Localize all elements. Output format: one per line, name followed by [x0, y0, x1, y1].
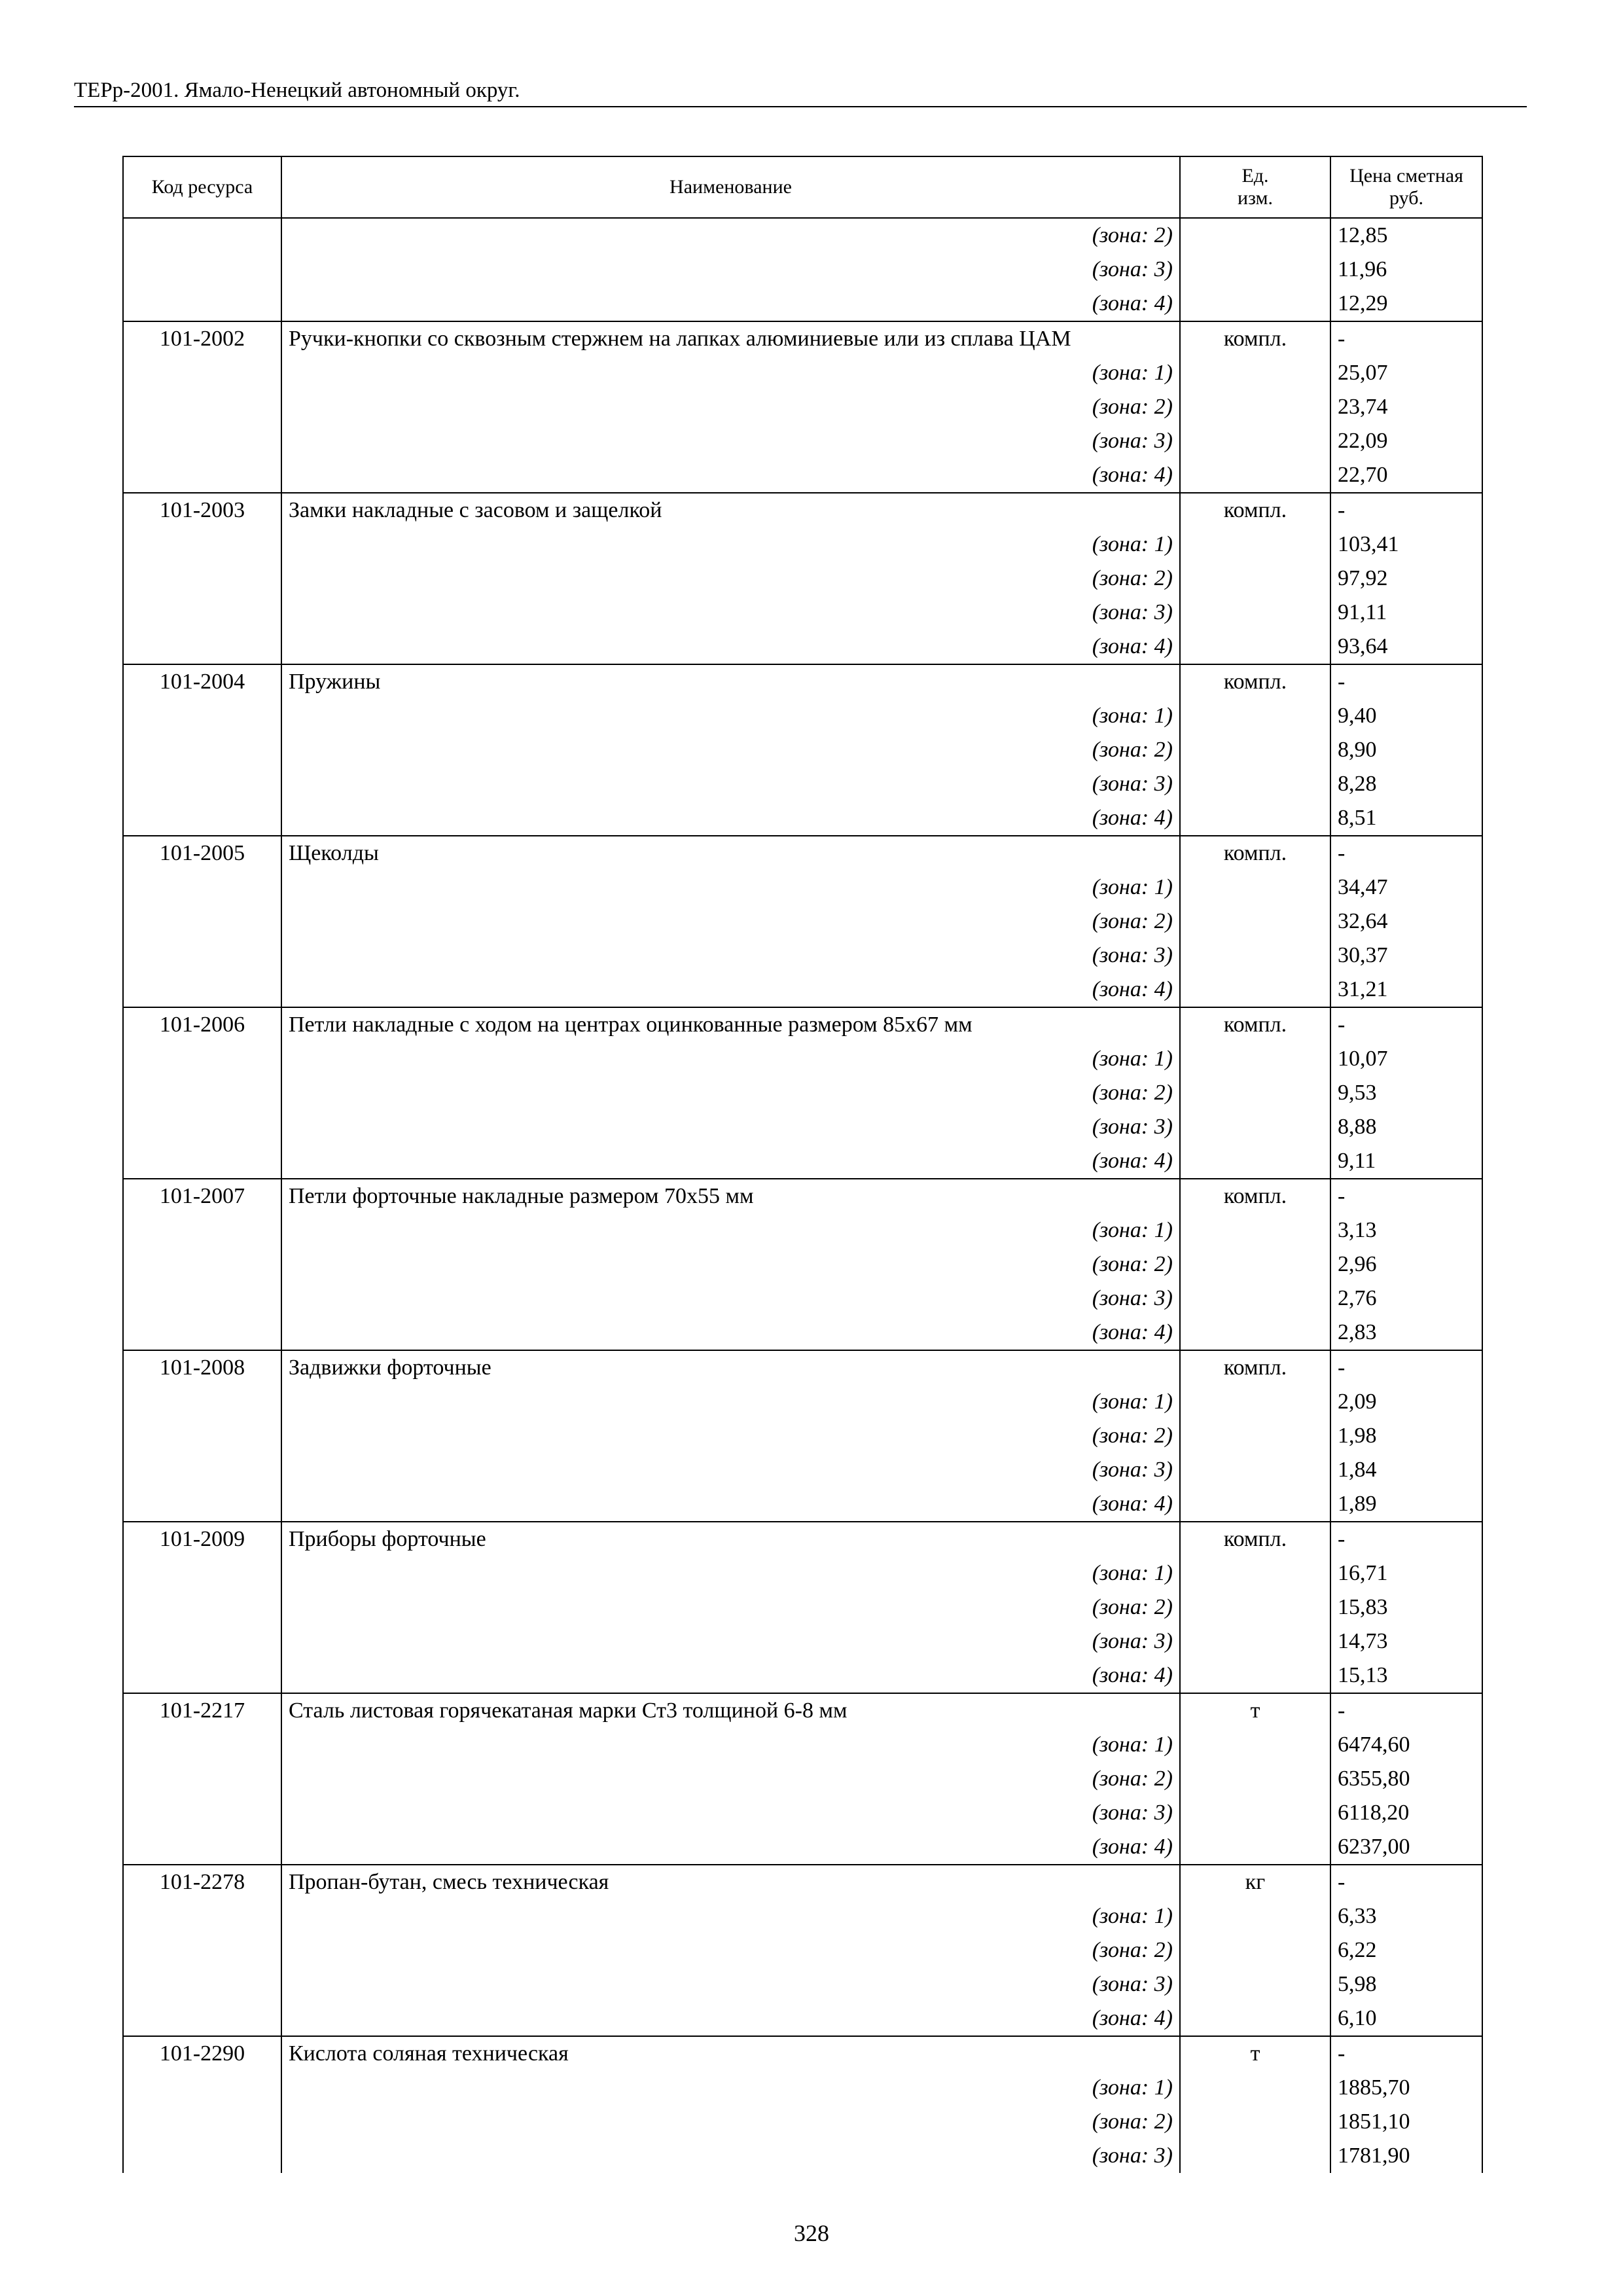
- zone-row: [123, 1247, 1482, 1282]
- column-header-price: Цена сметная руб.: [1330, 156, 1482, 218]
- zone-code-cell: [123, 1144, 281, 1179]
- resource-code: 101-2003: [123, 493, 281, 528]
- resource-name: Петли накладные с ходом на центрах оцинкованные размером 85x67 мм: [281, 1007, 1180, 1042]
- zone-price: 1,89: [1330, 1487, 1482, 1522]
- column-header-code: Код ресурса: [123, 156, 281, 218]
- zone-code-cell: [123, 2139, 281, 2173]
- zone-unit-cell: [1180, 1247, 1330, 1282]
- zone-label: (зона: 4): [281, 630, 1180, 664]
- document-title: ТЕРр-2001. Ямало-Ненецкий автономный округ.: [74, 79, 520, 102]
- zone-label: (зона: 1): [281, 356, 1180, 390]
- zone-label: (зона: 3): [281, 767, 1180, 801]
- zone-row: [123, 1144, 1482, 1179]
- zone-code-cell: [123, 596, 281, 630]
- zone-unit-cell: [1180, 1933, 1330, 1967]
- resource-price: -: [1330, 1522, 1482, 1556]
- zone-row: [123, 390, 1482, 424]
- zone-price: 11,96: [1330, 253, 1482, 287]
- zone-label: (зона: 4): [281, 287, 1180, 321]
- zone-row: [123, 218, 1482, 253]
- resource-code: 101-2290: [123, 2036, 281, 2071]
- zone-unit-cell: [1180, 699, 1330, 733]
- zone-unit-cell: [1180, 253, 1330, 287]
- resource-price: -: [1330, 1865, 1482, 1899]
- zone-row: [123, 1967, 1482, 2001]
- zone-code-cell: [123, 905, 281, 939]
- resource-price-table-container: [122, 156, 1482, 2173]
- zone-price: 23,74: [1330, 390, 1482, 424]
- zone-label: (зона: 2): [281, 1590, 1180, 1624]
- zone-price: 6237,00: [1330, 1830, 1482, 1865]
- zone-price: 8,28: [1330, 767, 1482, 801]
- zone-row: [123, 596, 1482, 630]
- zone-label: (зона: 4): [281, 1830, 1180, 1865]
- resource-code: 101-2006: [123, 1007, 281, 1042]
- zone-row: [123, 733, 1482, 767]
- zone-label: (зона: 1): [281, 1385, 1180, 1419]
- zone-row: [123, 2001, 1482, 2036]
- zone-code-cell: [123, 390, 281, 424]
- zone-label: (зона: 1): [281, 1899, 1180, 1933]
- zone-unit-cell: [1180, 1659, 1330, 1693]
- zone-unit-cell: [1180, 1796, 1330, 1830]
- zone-price: 8,51: [1330, 801, 1482, 836]
- zone-unit-cell: [1180, 390, 1330, 424]
- zone-unit-cell: [1180, 1316, 1330, 1350]
- zone-price: 1781,90: [1330, 2139, 1482, 2173]
- zone-row: [123, 1282, 1482, 1316]
- resource-row: [123, 836, 1482, 870]
- zone-label: (зона: 4): [281, 2001, 1180, 2036]
- zone-code-cell: [123, 939, 281, 973]
- zone-label: (зона: 3): [281, 424, 1180, 458]
- zone-price: 12,85: [1330, 218, 1482, 253]
- resource-price: -: [1330, 664, 1482, 699]
- zone-label: (зона: 2): [281, 2105, 1180, 2139]
- resource-price: -: [1330, 493, 1482, 528]
- resource-name: Ручки-кнопки со сквозным стержнем на лапках алюминиевые или из сплава ЦАМ: [281, 321, 1180, 356]
- zone-price: 1,84: [1330, 1453, 1482, 1487]
- zone-row: [123, 424, 1482, 458]
- zone-unit-cell: [1180, 1556, 1330, 1590]
- zone-unit-cell: [1180, 458, 1330, 493]
- resource-price: -: [1330, 836, 1482, 870]
- zone-code-cell: [123, 1796, 281, 1830]
- zone-price: 3,13: [1330, 1213, 1482, 1247]
- zone-label: (зона: 2): [281, 733, 1180, 767]
- zone-unit-cell: [1180, 562, 1330, 596]
- resource-unit: компл.: [1180, 1522, 1330, 1556]
- resource-unit: компл.: [1180, 493, 1330, 528]
- zone-row: [123, 528, 1482, 562]
- zone-code-cell: [123, 1419, 281, 1453]
- zone-row: [123, 870, 1482, 905]
- resource-row: [123, 493, 1482, 528]
- zone-price: 15,13: [1330, 1659, 1482, 1693]
- zone-unit-cell: [1180, 1590, 1330, 1624]
- zone-label: (зона: 2): [281, 1419, 1180, 1453]
- resource-row: [123, 1350, 1482, 1385]
- zone-price: 6,10: [1330, 2001, 1482, 2036]
- zone-price: 8,88: [1330, 1110, 1482, 1144]
- zone-row: [123, 973, 1482, 1007]
- zone-unit-cell: [1180, 596, 1330, 630]
- zone-code-cell: [123, 767, 281, 801]
- resource-row: [123, 1007, 1482, 1042]
- resource-row: [123, 1522, 1482, 1556]
- resource-row: [123, 2036, 1482, 2071]
- zone-row: [123, 699, 1482, 733]
- zone-code-cell: [123, 2001, 281, 2036]
- resource-code: 101-2005: [123, 836, 281, 870]
- column-header-unit: Ед. изм.: [1180, 156, 1330, 218]
- zone-unit-cell: [1180, 2139, 1330, 2173]
- zone-code-cell: [123, 1728, 281, 1762]
- zone-unit-cell: [1180, 1624, 1330, 1659]
- zone-row: [123, 1830, 1482, 1865]
- zone-label: (зона: 2): [281, 390, 1180, 424]
- zone-price: 22,09: [1330, 424, 1482, 458]
- resource-price-table: [122, 156, 1483, 2173]
- zone-price: 31,21: [1330, 973, 1482, 1007]
- table-header-row: [123, 156, 1482, 218]
- resource-unit: компл.: [1180, 321, 1330, 356]
- zone-unit-cell: [1180, 870, 1330, 905]
- resource-code: 101-2217: [123, 1693, 281, 1728]
- zone-unit-cell: [1180, 2105, 1330, 2139]
- resource-unit: т: [1180, 2036, 1330, 2071]
- zone-row: [123, 356, 1482, 390]
- zone-unit-cell: [1180, 801, 1330, 836]
- resource-price: -: [1330, 1007, 1482, 1042]
- zone-code-cell: [123, 1110, 281, 1144]
- zone-code-cell: [123, 1967, 281, 2001]
- zone-code-cell: [123, 1762, 281, 1796]
- zone-code-cell: [123, 973, 281, 1007]
- zone-label: (зона: 3): [281, 1453, 1180, 1487]
- resource-row: [123, 664, 1482, 699]
- zone-label: (зона: 1): [281, 870, 1180, 905]
- resource-name: Сталь листовая горячекатаная марки Ст3 толщиной 6-8 мм: [281, 1693, 1180, 1728]
- zone-unit-cell: [1180, 1899, 1330, 1933]
- zone-row: [123, 1385, 1482, 1419]
- zone-code-cell: [123, 218, 281, 253]
- zone-unit-cell: [1180, 630, 1330, 664]
- zone-price: 6118,20: [1330, 1796, 1482, 1830]
- zone-unit-cell: [1180, 1967, 1330, 2001]
- zone-row: [123, 1316, 1482, 1350]
- resource-name: Задвижки форточные: [281, 1350, 1180, 1385]
- zone-row: [123, 630, 1482, 664]
- zone-price: 9,11: [1330, 1144, 1482, 1179]
- resource-code: 101-2009: [123, 1522, 281, 1556]
- resource-unit: компл.: [1180, 1350, 1330, 1385]
- zone-price: 30,37: [1330, 939, 1482, 973]
- zone-row: [123, 1796, 1482, 1830]
- zone-label: (зона: 1): [281, 528, 1180, 562]
- zone-price: 12,29: [1330, 287, 1482, 321]
- zone-unit-cell: [1180, 1076, 1330, 1110]
- resource-row: [123, 1865, 1482, 1899]
- zone-label: (зона: 4): [281, 1487, 1180, 1522]
- zone-price: 97,92: [1330, 562, 1482, 596]
- zone-price: 16,71: [1330, 1556, 1482, 1590]
- zone-row: [123, 1076, 1482, 1110]
- zone-label: (зона: 4): [281, 1316, 1180, 1350]
- zone-label: (зона: 4): [281, 973, 1180, 1007]
- zone-row: [123, 1899, 1482, 1933]
- zone-label: (зона: 3): [281, 596, 1180, 630]
- zone-row: [123, 939, 1482, 973]
- zone-price: 6,33: [1330, 1899, 1482, 1933]
- resource-price: -: [1330, 1693, 1482, 1728]
- resource-code: 101-2002: [123, 321, 281, 356]
- zone-row: [123, 1556, 1482, 1590]
- zone-unit-cell: [1180, 2001, 1330, 2036]
- zone-row: [123, 2139, 1482, 2173]
- zone-row: [123, 562, 1482, 596]
- zone-price: 6355,80: [1330, 1762, 1482, 1796]
- zone-code-cell: [123, 1624, 281, 1659]
- zone-price: 15,83: [1330, 1590, 1482, 1624]
- zone-code-cell: [123, 1659, 281, 1693]
- zone-code-cell: [123, 2071, 281, 2105]
- zone-row: [123, 1659, 1482, 1693]
- zone-row: [123, 767, 1482, 801]
- zone-price: 6,22: [1330, 1933, 1482, 1967]
- zone-code-cell: [123, 1830, 281, 1865]
- zone-label: (зона: 2): [281, 562, 1180, 596]
- zone-unit-cell: [1180, 1453, 1330, 1487]
- zone-code-cell: [123, 870, 281, 905]
- zone-price: 103,41: [1330, 528, 1482, 562]
- resource-name: Петли форточные накладные размером 70x55 мм: [281, 1179, 1180, 1213]
- zone-code-cell: [123, 562, 281, 596]
- zone-label: (зона: 3): [281, 2139, 1180, 2173]
- zone-unit-cell: [1180, 1728, 1330, 1762]
- zone-label: (зона: 4): [281, 1144, 1180, 1179]
- zone-price: 8,90: [1330, 733, 1482, 767]
- page-header: [74, 77, 1527, 107]
- zone-label: (зона: 3): [281, 1624, 1180, 1659]
- resource-price: -: [1330, 2036, 1482, 2071]
- resource-unit: т: [1180, 1693, 1330, 1728]
- zone-label: (зона: 2): [281, 1076, 1180, 1110]
- zone-price: 5,98: [1330, 1967, 1482, 2001]
- zone-label: (зона: 3): [281, 939, 1180, 973]
- zone-code-cell: [123, 630, 281, 664]
- zone-price: 1,98: [1330, 1419, 1482, 1453]
- zone-unit-cell: [1180, 1762, 1330, 1796]
- zone-price: 91,11: [1330, 596, 1482, 630]
- zone-unit-cell: [1180, 1213, 1330, 1247]
- resource-code: 101-2007: [123, 1179, 281, 1213]
- zone-code-cell: [123, 1316, 281, 1350]
- resource-name: Кислота соляная техническая: [281, 2036, 1180, 2071]
- zone-row: [123, 2071, 1482, 2105]
- zone-row: [123, 1590, 1482, 1624]
- zone-row: [123, 1453, 1482, 1487]
- zone-unit-cell: [1180, 528, 1330, 562]
- zone-row: [123, 1933, 1482, 1967]
- zone-price: 93,64: [1330, 630, 1482, 664]
- zone-unit-cell: [1180, 356, 1330, 390]
- zone-price: 9,40: [1330, 699, 1482, 733]
- zone-label: (зона: 2): [281, 1247, 1180, 1282]
- zone-row: [123, 1762, 1482, 1796]
- zone-code-cell: [123, 699, 281, 733]
- table-body: [123, 218, 1482, 2173]
- zone-row: [123, 1487, 1482, 1522]
- zone-price: 14,73: [1330, 1624, 1482, 1659]
- resource-unit: компл.: [1180, 1179, 1330, 1213]
- zone-code-cell: [123, 287, 281, 321]
- zone-code-cell: [123, 1556, 281, 1590]
- zone-code-cell: [123, 733, 281, 767]
- zone-code-cell: [123, 356, 281, 390]
- zone-label: (зона: 1): [281, 1728, 1180, 1762]
- resource-unit: компл.: [1180, 836, 1330, 870]
- zone-code-cell: [123, 1213, 281, 1247]
- zone-row: [123, 1110, 1482, 1144]
- zone-label: (зона: 1): [281, 699, 1180, 733]
- zone-label: (зона: 2): [281, 905, 1180, 939]
- zone-unit-cell: [1180, 1419, 1330, 1453]
- zone-unit-cell: [1180, 424, 1330, 458]
- column-header-name: Наименование: [281, 156, 1180, 218]
- zone-code-cell: [123, 1933, 281, 1967]
- zone-price: 2,76: [1330, 1282, 1482, 1316]
- resource-code: 101-2278: [123, 1865, 281, 1899]
- zone-price: 9,53: [1330, 1076, 1482, 1110]
- zone-label: (зона: 3): [281, 253, 1180, 287]
- zone-unit-cell: [1180, 287, 1330, 321]
- zone-label: (зона: 2): [281, 218, 1180, 253]
- zone-unit-cell: [1180, 767, 1330, 801]
- zone-label: (зона: 3): [281, 1796, 1180, 1830]
- zone-unit-cell: [1180, 939, 1330, 973]
- zone-unit-cell: [1180, 2071, 1330, 2105]
- resource-price: -: [1330, 1179, 1482, 1213]
- zone-label: (зона: 4): [281, 1659, 1180, 1693]
- zone-row: [123, 801, 1482, 836]
- zone-price: 10,07: [1330, 1042, 1482, 1076]
- zone-label: (зона: 3): [281, 1282, 1180, 1316]
- zone-unit-cell: [1180, 1110, 1330, 1144]
- zone-code-cell: [123, 1899, 281, 1933]
- zone-row: [123, 253, 1482, 287]
- zone-unit-cell: [1180, 733, 1330, 767]
- zone-code-cell: [123, 253, 281, 287]
- resource-code: 101-2004: [123, 664, 281, 699]
- zone-row: [123, 1213, 1482, 1247]
- zone-price: 2,96: [1330, 1247, 1482, 1282]
- zone-row: [123, 1624, 1482, 1659]
- resource-price: -: [1330, 321, 1482, 356]
- zone-row: [123, 1728, 1482, 1762]
- zone-row: [123, 1419, 1482, 1453]
- zone-label: (зона: 1): [281, 2071, 1180, 2105]
- resource-name: Замки накладные с засовом и защелкой: [281, 493, 1180, 528]
- zone-unit-cell: [1180, 1385, 1330, 1419]
- zone-unit-cell: [1180, 1487, 1330, 1522]
- zone-unit-cell: [1180, 1144, 1330, 1179]
- zone-row: [123, 1042, 1482, 1076]
- zone-code-cell: [123, 424, 281, 458]
- resource-name: Щеколды: [281, 836, 1180, 870]
- resource-row: [123, 1693, 1482, 1728]
- zone-code-cell: [123, 1247, 281, 1282]
- zone-label: (зона: 2): [281, 1762, 1180, 1796]
- zone-code-cell: [123, 458, 281, 493]
- zone-unit-cell: [1180, 905, 1330, 939]
- zone-price: 34,47: [1330, 870, 1482, 905]
- zone-price: 2,09: [1330, 1385, 1482, 1419]
- resource-price: -: [1330, 1350, 1482, 1385]
- zone-label: (зона: 4): [281, 458, 1180, 493]
- zone-code-cell: [123, 528, 281, 562]
- zone-unit-cell: [1180, 218, 1330, 253]
- resource-unit: компл.: [1180, 1007, 1330, 1042]
- zone-code-cell: [123, 1042, 281, 1076]
- zone-label: (зона: 1): [281, 1556, 1180, 1590]
- resource-code: 101-2008: [123, 1350, 281, 1385]
- resource-row: [123, 321, 1482, 356]
- zone-row: [123, 458, 1482, 493]
- resource-name: Пружины: [281, 664, 1180, 699]
- resource-unit: кг: [1180, 1865, 1330, 1899]
- resource-row: [123, 1179, 1482, 1213]
- resource-unit: компл.: [1180, 664, 1330, 699]
- zone-unit-cell: [1180, 1830, 1330, 1865]
- zone-price: 22,70: [1330, 458, 1482, 493]
- zone-code-cell: [123, 1590, 281, 1624]
- zone-label: (зона: 1): [281, 1042, 1180, 1076]
- zone-row: [123, 905, 1482, 939]
- zone-code-cell: [123, 801, 281, 836]
- zone-code-cell: [123, 1282, 281, 1316]
- zone-code-cell: [123, 1076, 281, 1110]
- zone-row: [123, 2105, 1482, 2139]
- resource-name: Приборы форточные: [281, 1522, 1180, 1556]
- zone-label: (зона: 3): [281, 1967, 1180, 2001]
- zone-price: 32,64: [1330, 905, 1482, 939]
- zone-label: (зона: 1): [281, 1213, 1180, 1247]
- zone-code-cell: [123, 1385, 281, 1419]
- zone-label: (зона: 2): [281, 1933, 1180, 1967]
- zone-unit-cell: [1180, 973, 1330, 1007]
- page-number: 328: [794, 2220, 829, 2246]
- zone-label: (зона: 4): [281, 801, 1180, 836]
- zone-label: (зона: 3): [281, 1110, 1180, 1144]
- zone-code-cell: [123, 2105, 281, 2139]
- zone-price: 1851,10: [1330, 2105, 1482, 2139]
- zone-code-cell: [123, 1453, 281, 1487]
- zone-unit-cell: [1180, 1042, 1330, 1076]
- zone-price: 1885,70: [1330, 2071, 1482, 2105]
- zone-price: 25,07: [1330, 356, 1482, 390]
- resource-name: Пропан-бутан, смесь техническая: [281, 1865, 1180, 1899]
- zone-unit-cell: [1180, 1282, 1330, 1316]
- zone-price: 2,83: [1330, 1316, 1482, 1350]
- zone-code-cell: [123, 1487, 281, 1522]
- zone-row: [123, 287, 1482, 321]
- zone-price: 6474,60: [1330, 1728, 1482, 1762]
